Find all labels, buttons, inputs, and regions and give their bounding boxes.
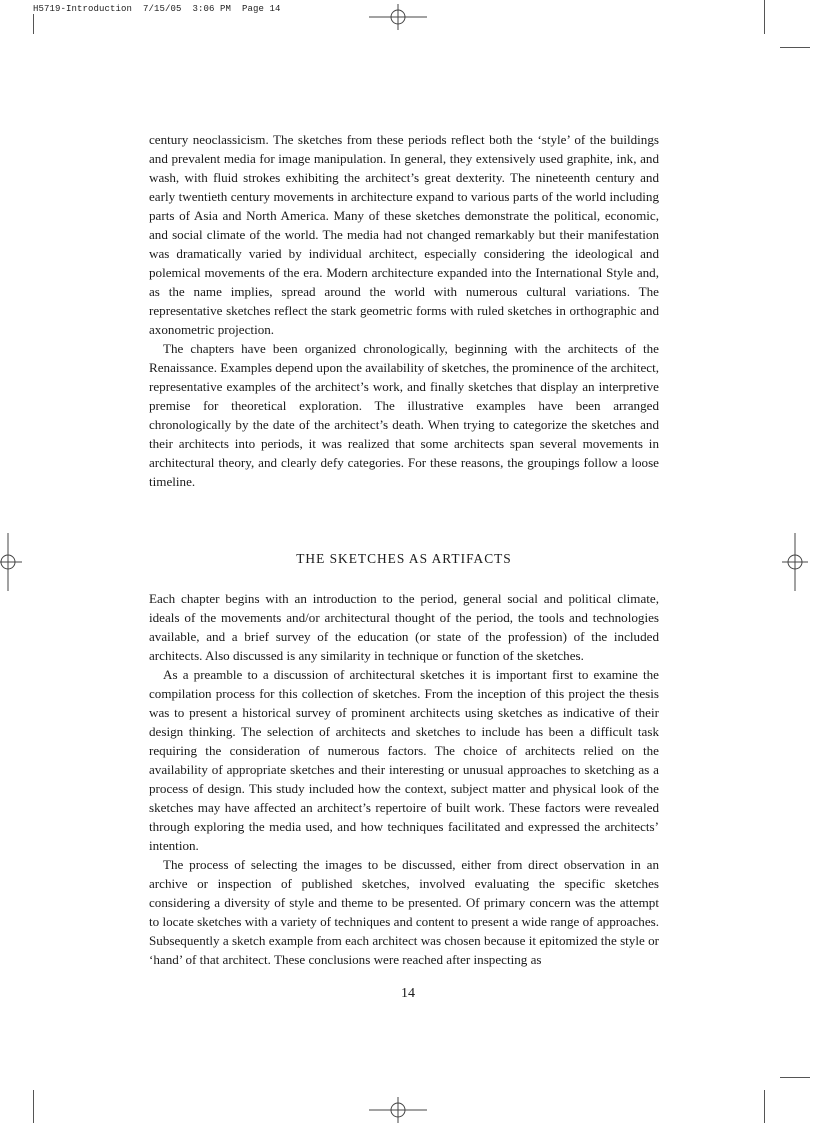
paragraph: The process of selecting the images to be discussed, either from direct observation in an archive or inspection of published sketches, involved evaluating the specific sketches considering a diversity of style and theme to be presented. Of primary concern was the attempt to locate sketches with a variety of techniques and content to present a wide range of approaches. Subsequently a sketch example from each architect was chosen because it epitomized the style or ‘hand’ of that architect. These conclusions were reached after inspecting as [149, 857, 659, 967]
print-slug: H5719-Introduction 7/15/05 3:06 PM Page 14 [33, 4, 281, 14]
crop-mark-right-bottom [780, 1077, 810, 1078]
crop-mark-bottom-left [33, 1090, 34, 1123]
crop-mark-top-right [764, 0, 765, 34]
section-heading: THE SKETCHES AS ARTIFACTS [296, 551, 512, 566]
paragraph: As a preamble to a discussion of architectural sketches it is important first to examine the compilation process for this collection of sketches. From the inception of this project the thesis was to present a historical survey of prominent architects using sketches as indicative of their design thinking. The selection of architects and sketches to include has been a difficult task requiring the consideration of numerous factors. The choice of architects relied on the availability of appropriate sketches and their interesting or unusual approaches to sketching as a process of design. This study included how the context, subject matter and physical look of the sketches may have affected an architect’s repertoire of built work. These factors were revealed through exploring the media used, and how techniques facilitated and expressed the architects’ intention. [149, 667, 659, 853]
crop-mark-top-left [33, 14, 34, 34]
registration-mark-right-icon [782, 533, 808, 591]
paragraph: Each chapter begins with an introduction to the period, general social and political climate, ideals of the movements and/or architectural thought of the period, the tools and technologies available, and a brief survey of the education (or state of the profession) of the included architects. Also discussed is any similarity in technique or function of the sketches. [149, 591, 659, 663]
crop-mark-bottom-right [764, 1090, 765, 1123]
body-text [149, 130, 659, 969]
paragraph: The chapters have been organized chronologically, beginning with the architects of the Renaissance. Examples depend upon the availability of sketches, the prominence of the architect, representative examples of the architect’s work, and finally sketches that display an interpretive premise for theoretical exploration. The illustrative examples have been arranged chronologically by the date of the architect’s death. When trying to categorize the sketches and their architects into periods, it was realized that some architects span several movements in architectural theory, and clearly defy categories. For these reasons, the groupings follow a loose timeline. [149, 341, 659, 489]
registration-mark-top-icon [369, 4, 427, 30]
paragraph: century neoclassicism. The sketches from these periods reflect both the ‘style’ of the buildings and prevalent media for image manipulation. In general, they extensively used graphite, ink, and wash, with fluid strokes exhibiting the architect’s great dexterity. The nineteenth century and early twentieth century movements in architecture expand to various parts of the world including parts of Asia and North America. Many of these sketches demonstrate the political, economic, and social climate of the world. The media had not changed remarkably but their manifestation was dramatically varied by individual architect, especially considering the ideological and polemical movements of the era. Modern architecture expanded into the International Style and, as the name implies, spread around the world with numerous cultural variations. The representative sketches reflect the stark geometric forms with ruled sketches in orthographic and axonometric projection. [149, 132, 659, 337]
page-number: 14 [401, 986, 415, 1001]
registration-mark-bottom-icon [369, 1097, 427, 1123]
registration-mark-left-icon [0, 533, 22, 591]
crop-mark-right-top [780, 47, 810, 48]
